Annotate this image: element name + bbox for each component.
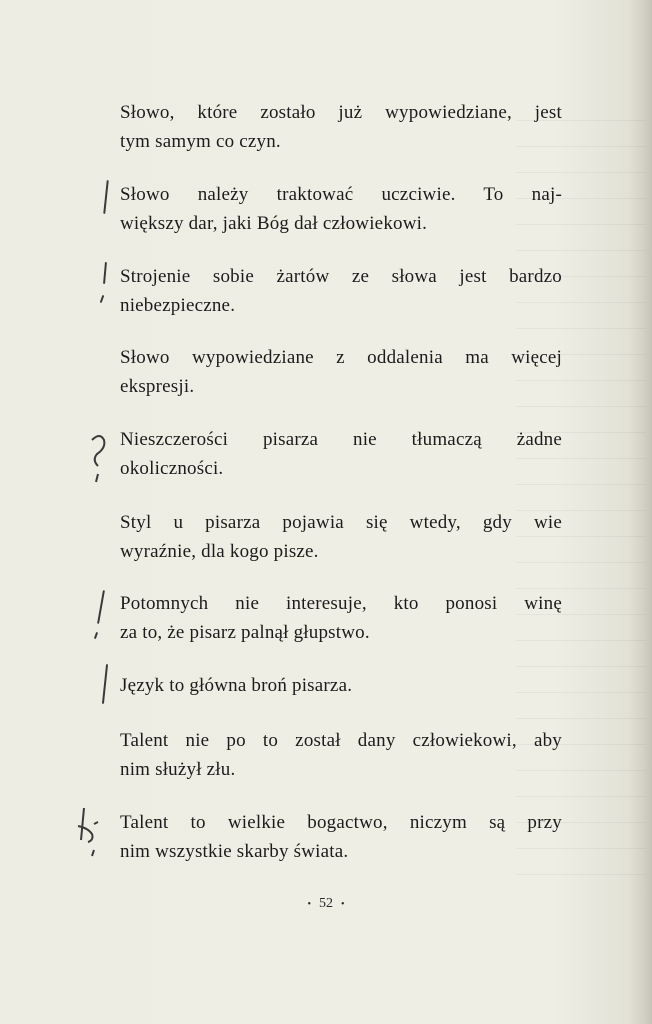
pencil-stroke [103, 180, 109, 214]
pencil-stroke [94, 632, 98, 639]
aphorism-line: Strojenie sobie żartów ze słowa jest bardzo [120, 266, 562, 287]
pencil-stroke [97, 590, 105, 624]
print-mark: • [307, 899, 311, 910]
page-number [0, 896, 652, 912]
aphorism-line: Słowo wypowiedziane z oddalenia ma więcej [120, 347, 562, 368]
aphorism-10 [120, 808, 562, 866]
aphorism-line: Talent to wielkie bogactwo, niczym są przy [120, 812, 562, 833]
aphorism-5 [120, 425, 562, 483]
aphorism-line: Język to główna broń pisarza. [120, 675, 353, 696]
aphorism-line: nim służył złu. [120, 759, 236, 780]
aphorism-7 [120, 589, 562, 647]
pencil-stroke [103, 262, 107, 284]
aphorism-line: Potomnych nie interesuje, kto ponosi winę [120, 593, 562, 614]
pencil-stroke [102, 664, 108, 704]
aphorism-line: Słowo należy traktować uczciwie. To naj- [120, 184, 562, 205]
aphorism-8 [120, 671, 562, 700]
aphorism-line: Styl u pisarza pojawia się wtedy, gdy wie [120, 512, 562, 533]
aphorism-line: tym samym co czyn. [120, 131, 281, 152]
aphorism-3 [120, 262, 562, 320]
aphorism-line: za to, że pisarz palnął głupstwo. [120, 622, 370, 643]
aphorism-4 [120, 343, 562, 401]
aphorism-line: ekspresji. [120, 376, 195, 397]
aphorism-line: większy dar, jaki Bóg dał człowiekowi. [120, 213, 428, 234]
page-gutter-shadow [628, 0, 652, 1024]
question-mark-icon [88, 432, 112, 484]
pencil-scribble [74, 806, 100, 858]
aphorism-line: Talent nie po to został dany człowiekowi, aby [120, 730, 562, 751]
aphorism-9 [120, 726, 562, 784]
aphorism-line: Nieszczerości pisarza nie tłumaczą żadne [120, 429, 562, 450]
aphorism-line: okoliczności. [120, 458, 224, 479]
aphorism-2 [120, 180, 562, 238]
page-number-text: 52 [319, 896, 333, 911]
aphorism-line: nim wszystkie skarby świata. [120, 841, 349, 862]
aphorism-line: niebezpieczne. [120, 295, 236, 316]
pencil-stroke [100, 295, 105, 303]
aphorism-line: wyraźnie, dla kogo pisze. [120, 541, 319, 562]
print-mark: • [341, 899, 345, 910]
aphorism-6 [120, 508, 562, 566]
aphorism-line: Słowo, które zostało już wypowiedziane, jest [120, 102, 562, 123]
aphorism-1 [120, 98, 562, 156]
